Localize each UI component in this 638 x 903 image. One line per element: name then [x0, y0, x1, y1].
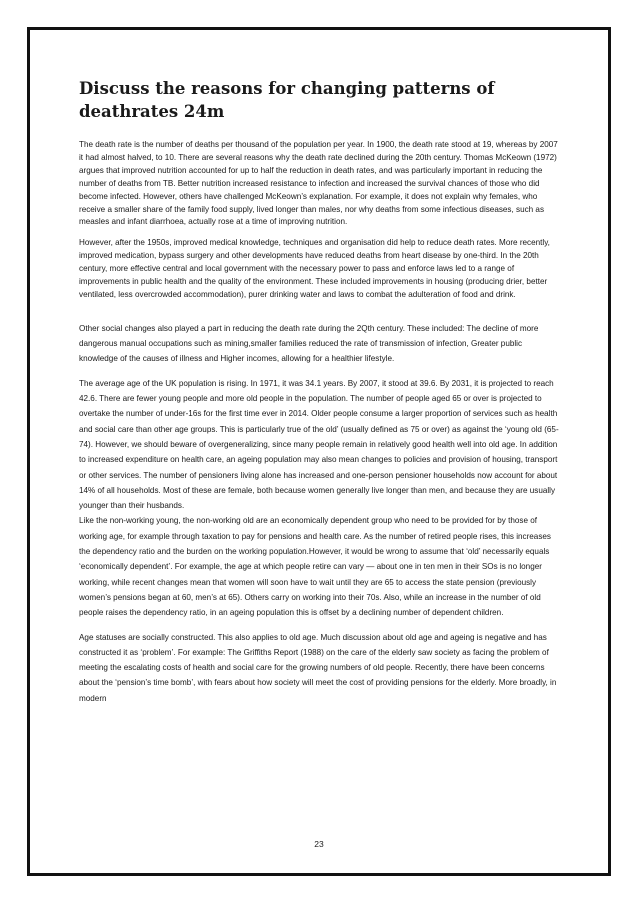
- document-body: [79, 139, 563, 706]
- paragraph-social-changes: Other social changes also played a part in reducing the death rate during the 2Qth century. These included: The decline of more dangerous manual occupations such as mining,smaller families reduced the rate of transmission of infection, Greater public knowledge of the causes of illness and Higher incomes, allowing for a healthier lifestyle.: [79, 323, 539, 364]
- paragraph-death-rate-intro: The death rate is the number of deaths per thousand of the population per year. In 1900, the death rate stood at 19, whereas by 2007 it had almost halved, to 10. There are several reasons why the death rate declined during the 20th century. Thomas McKeown (1972) argues that improved nutrition accounted for up to half the reduction in death rates, and was particularly important in reducing the number of deaths from TB. Better nutrition increased resistance to infection and increased the survival chances of those who did become infected. However, others have challenged McKeown’s explanation. For example, it does not explain why females, who receive a smaller share of the family food supply, lived longer than males, nor why deaths from some infectious diseases, such as measles and infant diarrhoea, actually rose at a time of improving nutrition.: [79, 140, 558, 227]
- paragraph-ageing-population: The average age of the UK population is rising. In 1971, it was 34.1 years. By 2007, it stood at 39.6. By 2031, it is projected to reach 42.6. There are fewer young people and more old people in the population. The number of people aged 65 or over is projected to overtake the number of under-16s for the first time ever in 2014. Older people consume a larger proportion of services such as health and social care than other age groups. This is particularly true of the old’ (usually defined as 75 or over) as against the ‘young old (65-74). However, we should beware of overgeneralizing, since many people remain in relatively good health well into old age. In addition to increased expenditure on health care, an ageing population may also mean changes to policies and provision of housing, transport or other services. The number of pensioners living alone has increased and one-person pensioner households now account for about 14% of all households. Most of these are female, both because women generally live longer than men, and because they are usually younger than their husbands.: [79, 378, 559, 511]
- paragraph-age-statuses: Age statuses are socially constructed. This also applies to old age. Much discussion about old age and ageing is negative and has constructed it as ‘problem’. For example: The Griffiths Report (1988) on the care of the elderly saw society as facing the problem of meeting the escalating costs of health and social care for the growing numbers of old people. Recently, there have been concerns about the ‘pension’s time bomb’, with fears about how society will meet the cost of providing pensions for the elderly. More broadly, in modern: [79, 632, 557, 703]
- document-title: Discuss the reasons for changing patterns of deathrates 24m: [79, 79, 495, 121]
- paragraph-dependency-ratio: Like the non-working young, the non-working old are an economically dependent group who need to be provided for by those of working age, for example through taxation to pay for pensions and health care. As the number of retired people rises, this increases the dependency ratio and the burden on the working population.However, it would be wrong to assume that ‘old’ necessarily equals ‘economically dependent’. For example, the age at which people retire can vary — about one in ten men in their SOs is no longer working, while recent changes mean that women will soon have to wait until they are 65 to access the state pension (previously women’s pensions began at 60, men’s at 65). Others carry on working into their 70s. Also, while an increase in the number of old people raises the dependency ratio, in an ageing population this is offset by a declining number of dependent children.: [79, 516, 551, 618]
- page-number: 23: [314, 839, 324, 849]
- paragraph-medical-improvements: However, after the 1950s, improved medical knowledge, techniques and organisation did help to reduce death rates. More recently, improved medication, bypass surgery and other developments have reduced deaths from heart disease by one-third. In the 20th century, more effective central and local government with the necessary power to pass and enforce laws led to a range of improvements in public health and the quality of the environment. These included improvements in housing (producing drier, better ventilated, less overcrowded accommodation), purer drinking water and laws to combat the adulteration of food and drink.: [79, 238, 550, 299]
